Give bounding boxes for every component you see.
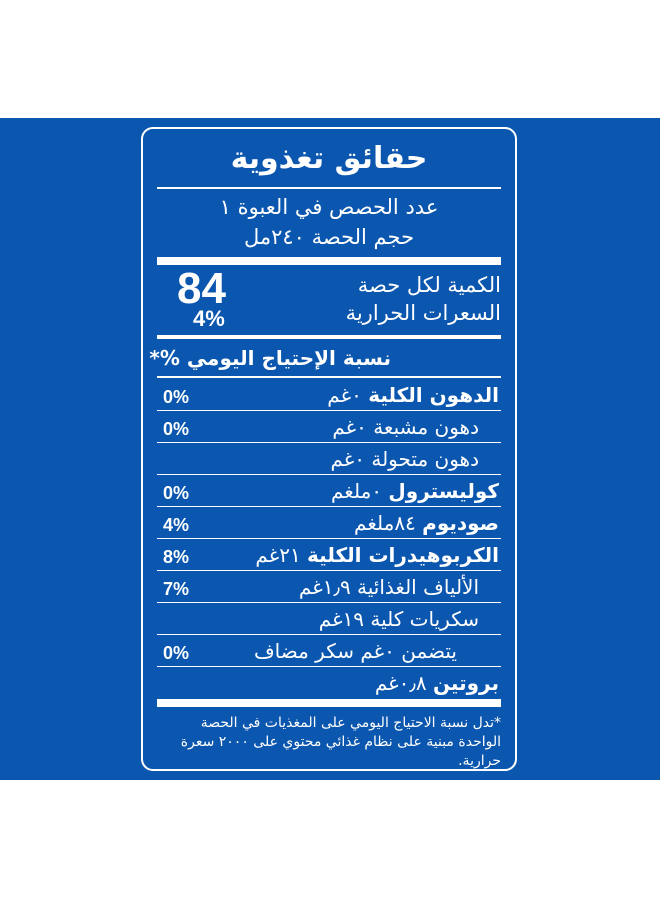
nutrient-row	[157, 379, 501, 411]
thick-divider	[157, 699, 501, 707]
nutrition-title: حقائق تغذوية	[230, 141, 428, 176]
medium-divider	[157, 335, 501, 339]
nutrient-row	[157, 475, 501, 507]
nutrient-row	[157, 603, 501, 635]
nutrient-label	[255, 541, 499, 569]
nutrient-daily-percent: 8%	[163, 547, 190, 567]
amount-per-serving-label: الكمية لكل حصة	[357, 273, 501, 297]
nutrient-daily-percent: 0%	[163, 387, 190, 407]
nutrient-label	[375, 669, 499, 697]
nutrient-name: الدهون الكلية	[368, 383, 499, 407]
nutrient-daily-percent: 0%	[163, 483, 190, 503]
nutrient-row	[157, 667, 501, 699]
nutrient-name: يتضمن ٠غم سكر مضاف	[253, 639, 457, 663]
nutrient-name: دهون مشبعة	[373, 415, 479, 439]
servings-per-container: عدد الحصص في العبوة ١	[219, 195, 439, 219]
calories-percent: 4%	[193, 306, 225, 331]
calories-value: 84	[177, 264, 226, 313]
nutrient-label	[332, 413, 479, 441]
nutrient-name: سكريات كلية	[370, 607, 479, 631]
nutrient-amount: ٠غم	[330, 447, 365, 471]
nutrient-label	[299, 573, 479, 601]
nutrient-name: بروتين	[432, 671, 499, 695]
nutrient-label	[254, 637, 457, 665]
footnote: *تدل نسبة الاحتياج اليومي على المغذيات في الحصة الواحدة مبنية على نظام غذائي محتوي على ٢٠٠٠ سعرة حرارية.	[180, 715, 501, 769]
nutrient-name: دهون متحولة	[371, 447, 479, 471]
nutrient-amount: ١٩غم	[318, 607, 365, 631]
nutrient-amount: ٠غم	[332, 415, 367, 439]
nutrient-name: كوليسترول	[388, 479, 499, 503]
nutrient-amount: ٠٫٨غم	[374, 671, 427, 695]
nutrient-row	[157, 635, 501, 667]
nutrient-label	[331, 477, 499, 505]
nutrition-facts-panel	[141, 127, 517, 771]
nutrient-amount: ٠ملغم	[331, 479, 383, 503]
nutrient-daily-percent: 0%	[163, 643, 190, 663]
nutrient-label	[330, 445, 479, 473]
daily-value-header: نسبة الإحتياج اليومي %*	[149, 346, 391, 370]
nutrient-row	[157, 507, 501, 539]
nutrient-daily-percent: 4%	[163, 515, 190, 535]
nutrient-amount: ٠غم	[327, 383, 362, 407]
nutrient-row	[157, 571, 501, 603]
nutrient-label	[319, 605, 479, 633]
nutrient-row	[157, 443, 501, 475]
nutrient-label	[354, 509, 499, 537]
nutrient-name: الألياف الغذائية	[357, 575, 479, 599]
nutrient-daily-percent: 0%	[163, 419, 190, 439]
nutrient-amount: ١٫٩غم	[298, 575, 351, 599]
nutrient-label	[327, 381, 499, 409]
serving-size: حجم الحصة ٢٤٠مل	[243, 225, 415, 249]
calories-label: السعرات الحرارية	[345, 301, 501, 325]
divider	[157, 187, 501, 189]
nutrient-amount: ٨٤ملغم	[354, 511, 416, 535]
divider	[157, 376, 501, 378]
nutrient-amount: ٢١غم	[255, 543, 301, 567]
nutrient-name: الكربوهيدرات الكلية	[307, 543, 499, 567]
nutrient-daily-percent: 7%	[163, 579, 190, 599]
nutrient-name: صوديوم	[422, 511, 499, 535]
nutrient-row	[157, 539, 501, 571]
nutrient-row	[157, 411, 501, 443]
